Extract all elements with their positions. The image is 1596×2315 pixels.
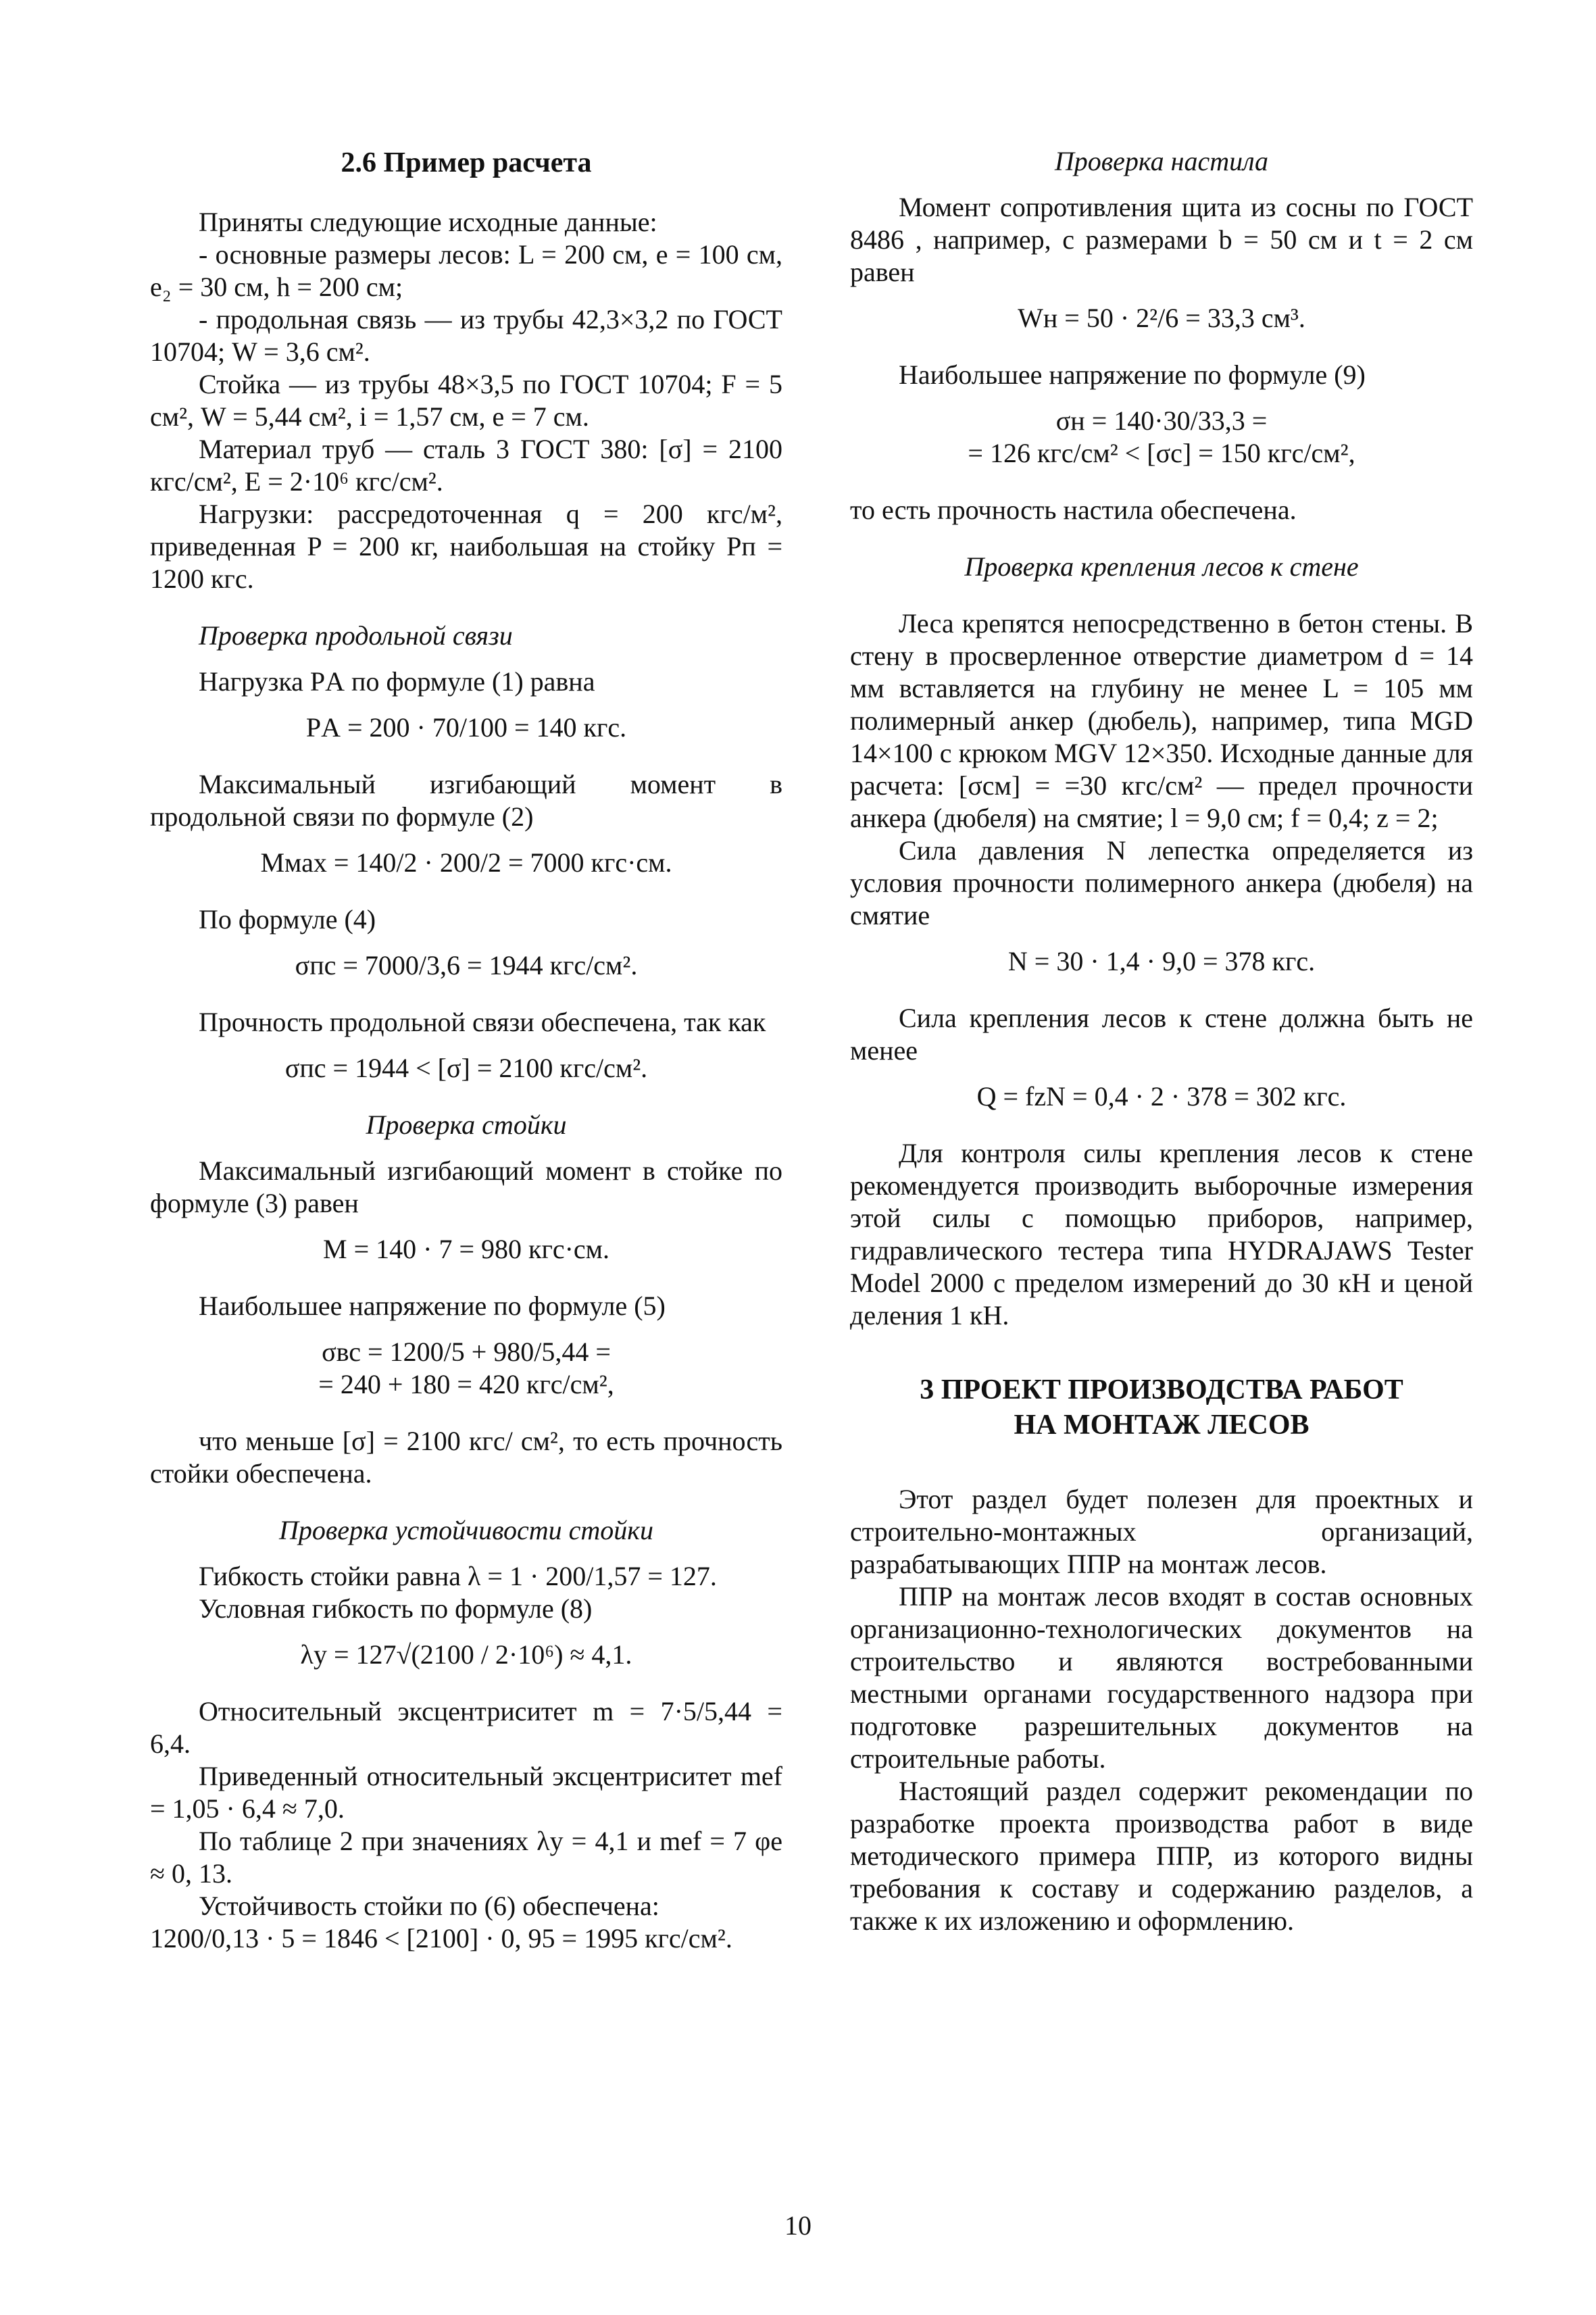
paragraph: Настоящий раздел содержит рекомендации по разработке проекта производства работ в виде методического примера ППР, из которого видны требования к составу и содержанию разделов, а также к их изложению и оформлению.	[850, 1776, 1473, 1936]
formula: = 240 + 180 = 420 кгс/см²,	[318, 1369, 614, 1399]
chapter-heading-line2: НА МОНТАЖ ЛЕСОВ	[1014, 1410, 1310, 1441]
formula: σпс = 1944 < [σ] = 2100 кгс/см².	[284, 1053, 648, 1083]
paragraph: По формуле (4)	[199, 904, 376, 935]
formula: σпс = 7000/3,6 = 1944 кгс/см².	[295, 950, 638, 980]
formula: 1200/0,13 · 5 = 1846 < [2100] · 0, 95 = 1995 кгс/см².	[150, 1923, 732, 1953]
paragraph: - основные размеры лесов: L = 200 см, e = 100 см, e₂ = 30 см, h = 200 см;	[150, 239, 782, 302]
paragraph: Нагрузки: рассредоточенная q = 200 кгс/м², приведенная P = 200 кг, наибольшая на стойку Pп = 1200 кгс.	[150, 499, 782, 594]
right-column	[850, 145, 1473, 1937]
paragraph: ППР на монтаж лесов входят в состав основных организационно-технологических документов на строительство и являются востребованными местными органами государственного надзора при подготовке разрешительных документов на строительные работы.	[850, 1581, 1473, 1774]
formula: N = 30 · 1,4 · 9,0 = 378 кгс.	[1007, 946, 1316, 976]
section-heading: 2.6 Пример расчета	[341, 147, 592, 178]
formula: = 126 кгс/см² < [σс] = 150 кгс/см²,	[968, 438, 1355, 468]
paragraph: Приведенный относительный эксцентриситет mef = 1,05 · 6,4 ≈ 7,0.	[150, 1761, 782, 1824]
formula: Mмах = 140/2 · 200/2 = 7000 кгс·см.	[260, 847, 672, 878]
subsection-title: Проверка стойки	[366, 1110, 567, 1140]
paragraph: Максимальный изгибающий момент в стойке по формуле (3) равен	[150, 1155, 782, 1218]
formula: σн = 140·30/33,3 =	[1055, 405, 1268, 436]
formula: Wн = 50 · 2²/6 = 33,3 см³.	[1018, 303, 1305, 333]
paragraph: Для контроля силы крепления лесов к стене рекомендуется производить выборочные измерения этой силы с помощью приборов, например, гидравлического тестера типа HYDRAJAWS Tester Model 2000 с пределом измерений до 30 кН и ценой деления 1 кН.	[850, 1138, 1473, 1330]
paragraph: Нагрузка PА по формуле (1) равна	[199, 666, 595, 697]
paragraph: Прочность продольной связи обеспечена, так как	[199, 1007, 766, 1037]
formula: PА = 200 · 70/100 = 140 кгс.	[305, 712, 627, 743]
paragraph: Леса крепятся непосредственно в бетон стены. В стену в просверленное отверстие диаметром d = 14 мм вставляется на глубину не менее L = 105 мм полимерный анкер (дюбель), например, типа MGD 14×100 с крюком MGV 12×350. Исходные данные для расчета: [σсм] = =30 кгс/см² — предел прочности анкера (дюбеля) на смятие; l = 9,0 см; f = 0,4; z = 2;	[850, 608, 1473, 833]
page-number: 10	[784, 2210, 812, 2241]
paragraph: Этот раздел будет полезен для проектных и строительно-монтажных организаций, разрабатывающих ППР на монтаж лесов.	[850, 1484, 1473, 1579]
paragraph: что меньше [σ] = 2100 кгс/ см², то есть прочность стойки обеспечена.	[150, 1426, 782, 1489]
formula: Q = fzN = 0,4 · 2 · 378 = 302 кгс.	[976, 1081, 1347, 1112]
paragraph: По таблице 2 при значениях λу = 4,1 и mef = 7 φе ≈ 0, 13.	[150, 1826, 782, 1889]
chapter-heading-line1: 3 ПРОЕКТ ПРОИЗВОДСТВА РАБОТ	[920, 1374, 1403, 1405]
paragraph: Момент сопротивления щита из сосны по ГОСТ 8486 , например, с размерами b = 50 см и t = 2 см равен	[850, 192, 1473, 287]
paragraph: Относительный эксцентриситет m = 7·5/5,44 = 6,4.	[150, 1696, 782, 1759]
subsection-title: Проверка продольной связи	[199, 620, 513, 651]
subsection-title: Проверка крепления лесов к стене	[964, 551, 1359, 582]
paragraph: - продольная связь — из трубы 42,3×3,2 по ГОСТ 10704; W = 3,6 см².	[150, 304, 782, 367]
paragraph: Наибольшее напряжение по формуле (5)	[199, 1291, 666, 1321]
paragraph: то есть прочность настила обеспечена.	[850, 495, 1297, 525]
subsection-title: Проверка устойчивости стойки	[278, 1515, 654, 1545]
paragraph: Наибольшее напряжение по формуле (9)	[899, 359, 1366, 390]
paragraph: Материал труб — сталь 3 ГОСТ 380: [σ] = 2100 кгс/см², E = 2·10⁶ кгс/см².	[150, 434, 782, 497]
formula: M = 140 · 7 = 980 кгс·см.	[323, 1234, 609, 1264]
left-column	[150, 145, 782, 1955]
paragraph: Максимальный изгибающий момент в продольной связи по формуле (2)	[150, 769, 782, 832]
paragraph: Условная гибкость по формуле (8)	[199, 1593, 593, 1624]
paragraph: Приняты следующие исходные данные:	[199, 207, 657, 237]
paragraph: Сила давления N лепестка определяется из условия прочности полимерного анкера (дюбеля) на смятие	[850, 835, 1473, 930]
subsection-title: Проверка настила	[1054, 146, 1269, 176]
chapter-heading	[850, 1372, 1473, 1443]
paragraph: Сила крепления лесов к стене должна быть не менее	[850, 1003, 1473, 1066]
paragraph: Устойчивость стойки по (6) обеспечена:	[199, 1891, 659, 1921]
formula: σвс = 1200/5 + 980/5,44 =	[322, 1337, 611, 1367]
paragraph: Гибкость стойки равна λ = 1 · 200/1,57 = 127.	[199, 1561, 717, 1591]
formula: λу = 127√(2100 / 2·10⁶) ≈ 4,1.	[300, 1639, 632, 1670]
paragraph: Стойка — из трубы 48×3,5 по ГОСТ 10704; F = 5 см², W = 5,44 см², i = 1,57 см, e = 7 см.	[150, 369, 782, 432]
